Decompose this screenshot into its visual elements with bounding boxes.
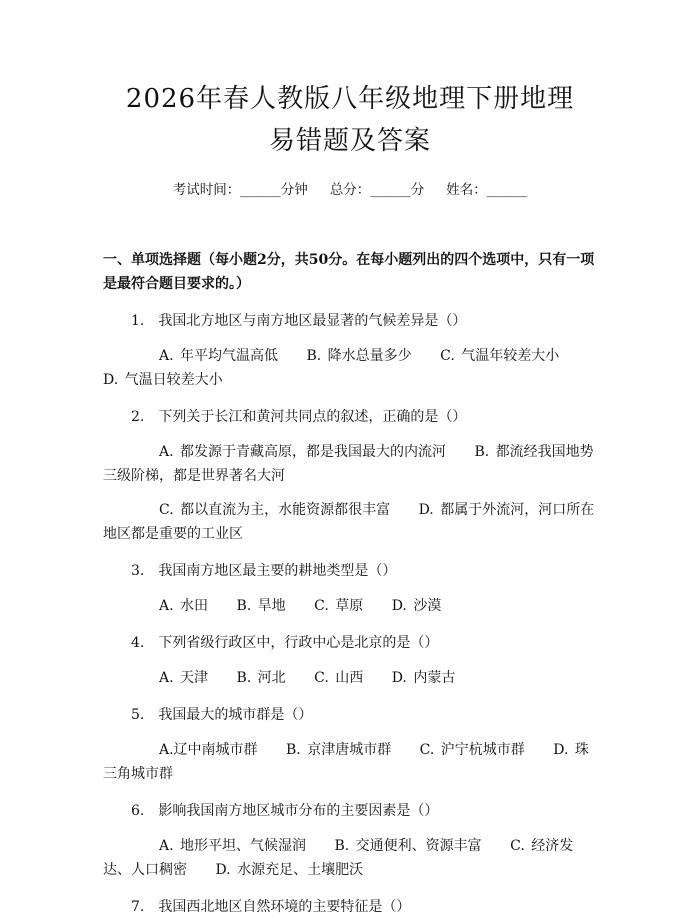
exam-time-field: 考试时间：______分钟: [172, 182, 308, 198]
question-2: 2. 下列关于长江和黄河共同点的叙述，正确的是（）: [131, 409, 467, 425]
question-1: 1. 我国北方地区与南方地区最显著的气候差异是（）: [131, 313, 467, 329]
option-d: D. 沙漠: [391, 598, 442, 614]
option-b: B. 旱地: [236, 598, 286, 614]
option-b: B. 交通便利、资源丰富: [334, 838, 482, 854]
page-title: 2026年春人教版八年级地理下册地理易错题及答案: [125, 84, 575, 156]
option-b: B. 河北: [236, 670, 286, 686]
name-field: 姓名：______: [446, 182, 528, 198]
option-b: B. 都流经我国地势三级阶梯，都是世界著名大河: [103, 444, 594, 484]
option-d: D. 都属于外流河，河口所在地区都是重要的工业区: [103, 502, 595, 542]
question-6-options: [103, 834, 597, 882]
option-b: B. 降水总量多少: [306, 348, 412, 364]
option-a: A. 年平均气温高低: [159, 348, 279, 364]
option-a: A. 水田: [159, 598, 209, 614]
question-3: 3. 我国南方地区最主要的耕地类型是（）: [131, 563, 397, 579]
option-a: A. 地形平坦、气候湿润: [159, 838, 307, 854]
exam-meta: [103, 180, 597, 200]
option-c: C. 山西: [314, 670, 364, 686]
option-d: D. 内蒙古: [391, 670, 456, 686]
question-2-options-ab: [103, 440, 597, 488]
question-1-options: [103, 344, 597, 392]
total-score-field: 总分：______分: [329, 182, 425, 198]
option-a: A. 都发源于青藏高原，都是我国最大的内流河: [159, 444, 447, 460]
option-c: C. 草原: [314, 598, 364, 614]
question-3-options: [103, 594, 597, 618]
question-7: 7. 我国西北地区自然环境的主要特征是（）: [131, 899, 411, 915]
option-a: A.辽中南城市群: [159, 742, 258, 758]
option-a: A. 天津: [159, 670, 209, 686]
option-c: C. 都以直流为主，水能资源都很丰富: [159, 502, 391, 518]
option-c: C. 沪宁杭城市群: [419, 742, 525, 758]
option-c: C. 经济发达、人口稠密: [103, 838, 574, 878]
question-4-options: [103, 666, 597, 690]
question-2-options-cd: [103, 498, 597, 546]
option-d: D. 珠三角城市群: [103, 742, 589, 782]
section-heading: 一、单项选择题（每小题2分，共50分。在每小题列出的四个选项中，只有一项是最符合题目要求的。）: [103, 252, 595, 292]
question-5: 5. 我国最大的城市群是（）: [131, 707, 313, 723]
option-d: D. 水源充足、土壤肥沃: [215, 862, 364, 878]
option-d: D. 气温日较差大小: [103, 372, 223, 388]
question-5-options: [103, 738, 597, 786]
option-b: B. 京津唐城市群: [286, 742, 392, 758]
question-6: 6. 影响我国南方地区城市分布的主要因素是（）: [131, 803, 439, 819]
question-4: 4. 下列省级行政区中，行政中心是北京的是（）: [131, 635, 439, 651]
option-c: C. 气温年较差大小: [440, 348, 560, 364]
